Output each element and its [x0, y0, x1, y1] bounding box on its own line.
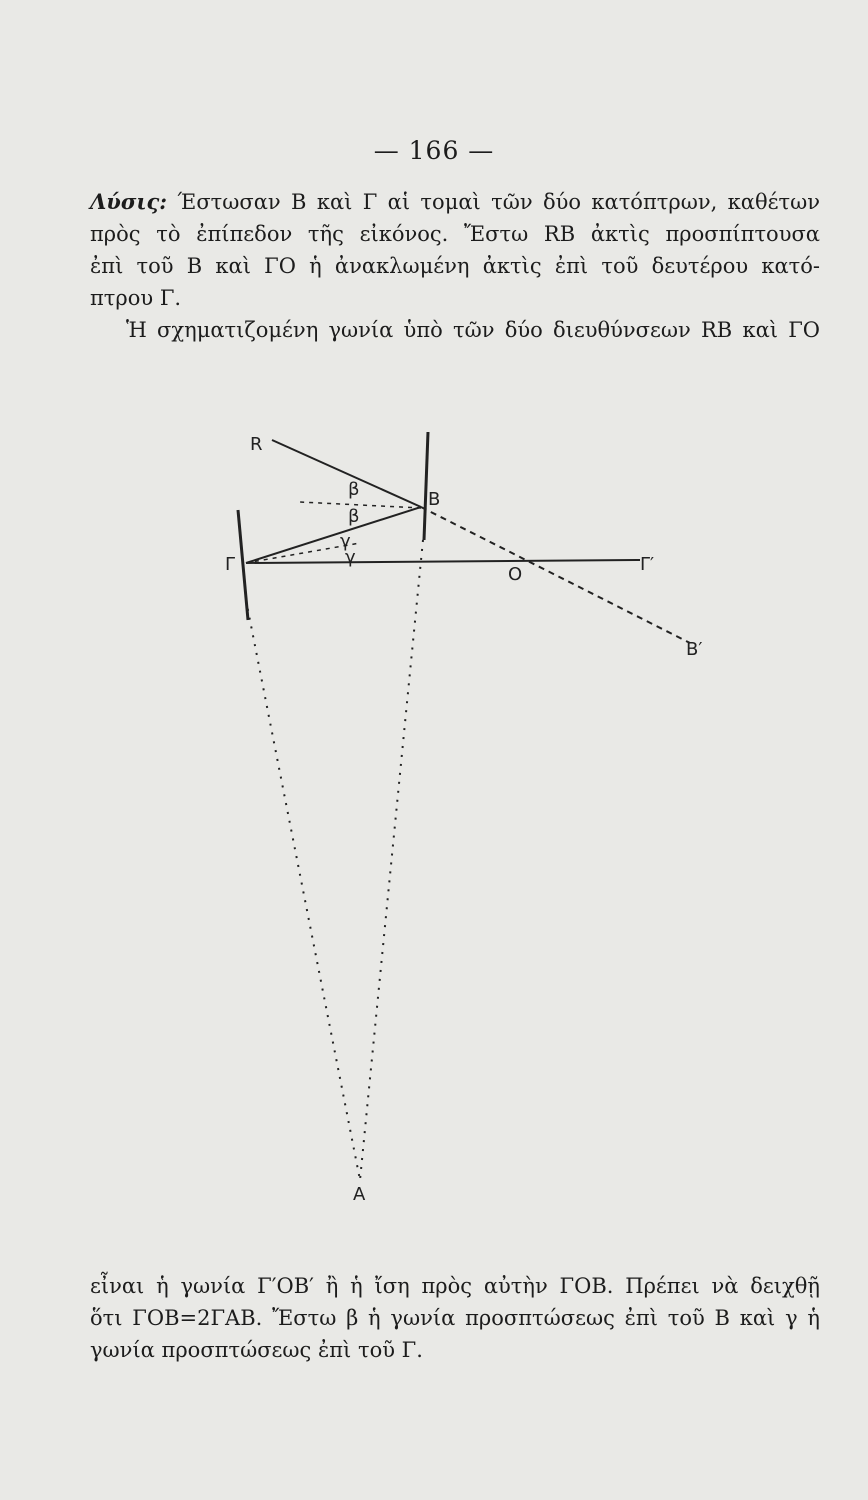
- paragraph-line-1: Λύσις: Έστωσαν Β καὶ Γ αἱ τομαὶ τῶν δύο κατόπτρων, καθέτων: [90, 189, 820, 214]
- closing-line-2: ὅτι ΓΟΒ=2ΓΑΒ. Ἔστω β ἡ γωνία προσπτώσεως ἐπὶ τοῦ Β καὶ γ ἡ: [90, 1306, 820, 1330]
- incident-ray-rb: [272, 440, 421, 507]
- paragraph-line-2: πρὸς τὸ ἐπίπεδον τῆς εἰκόνος. Ἔστω RB ἀκτὶς προσπίπτουσα: [90, 222, 820, 246]
- label-a: A: [353, 1184, 366, 1205]
- label-gamma-prime: Γ′: [640, 554, 655, 575]
- label-gamma-left: Γ: [225, 554, 236, 575]
- paragraph-line-5: Ἡ σχηματιζομένη γωνία ὑπὸ τῶν δύο διευθύνσεων RB καὶ ΓΟ: [126, 318, 820, 342]
- label-o: O: [508, 564, 523, 585]
- label-gamma-2: γ: [345, 547, 356, 568]
- label-beta-1: β: [348, 479, 360, 500]
- mirror-gamma-line: [238, 510, 248, 620]
- ray-go-line: [246, 560, 640, 563]
- solution-label: Λύσις:: [90, 189, 168, 214]
- reflected-ray-bg: [246, 507, 421, 563]
- paragraph-line-3: ἐπὶ τοῦ Β καὶ ΓΟ ἡ ἀνακλωμένη ἀκτὶς ἐπὶ τοῦ δευτέρου κατό-: [90, 254, 820, 278]
- paragraph-line-4: πτρου Γ.: [90, 286, 182, 310]
- mirror-b-line: [424, 432, 428, 540]
- page-number: — 166 —: [373, 136, 495, 165]
- label-r: R: [250, 434, 263, 455]
- closing-line-1: εἶναι ἡ γωνία Γ′ΟΒ′ ἢ ἡ ἴση πρὸς αὐτὴν ΓΟΒ. Πρέπει νὰ δειχθῇ: [90, 1274, 820, 1298]
- closing-paragraph: [90, 1270, 820, 1366]
- extension-bb-prime: [421, 507, 690, 643]
- dotted-line-ba: [360, 540, 423, 1180]
- dotted-line-ga: [246, 600, 360, 1180]
- closing-line-3: γωνία προσπτώσεως ἐπὶ τοῦ Γ.: [90, 1338, 423, 1362]
- label-b: B: [428, 489, 441, 510]
- label-gamma-1: γ: [340, 531, 351, 552]
- label-beta-2: β: [348, 506, 360, 527]
- normal-at-b: [300, 502, 421, 508]
- label-b-prime: B′: [686, 639, 703, 660]
